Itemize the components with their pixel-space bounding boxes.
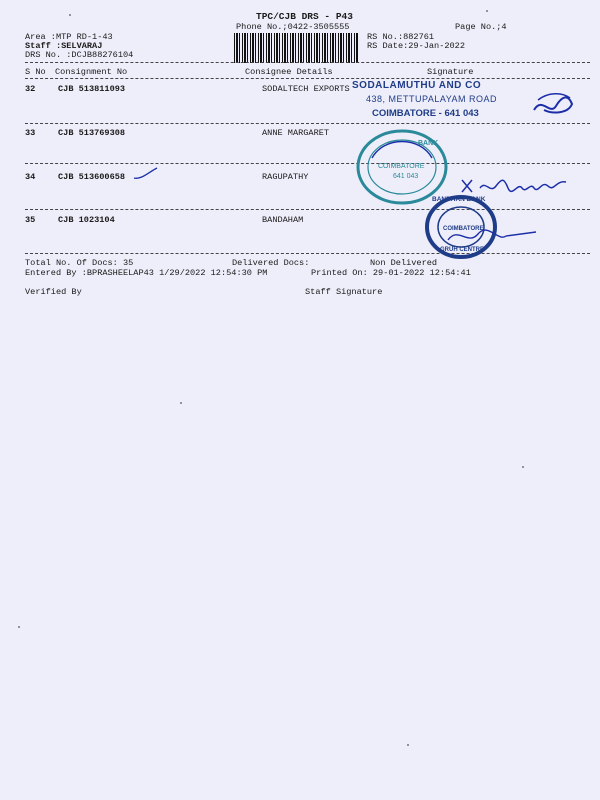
bandhan-signature-icon	[444, 222, 540, 252]
company-stamp-line2: 438, METTUPALAYAM ROAD	[366, 94, 498, 104]
bank-stamp-text: BANK	[418, 140, 439, 147]
delivered-docs: Delivered Docs:	[232, 258, 310, 268]
row-consignee: SODALTECH EXPORTS	[262, 84, 350, 94]
row-consignee: RAGUPATHY	[262, 172, 309, 182]
rs-number: RS No.:882761	[367, 32, 435, 42]
bandhan-stamp-centre: GRUH CENTRE	[440, 247, 485, 253]
row-consignment: CJB 513811093	[58, 84, 126, 94]
company-stamp-line3: COIMBATORE - 641 043	[372, 108, 479, 119]
scan-speck	[69, 14, 71, 16]
row-sno: 33	[25, 128, 36, 138]
total-docs: Total No. Of Docs: 35	[25, 258, 134, 268]
scan-speck	[407, 744, 409, 746]
bandhan-stamp-name: BANDHAN BANK	[432, 196, 486, 203]
entered-by: Entered By :BPRASHEELAP43 1/29/2022 12:54:30 PM	[25, 268, 268, 278]
signature-scrawl-icon	[528, 88, 576, 122]
col-consignee: Consignee Details	[245, 67, 333, 77]
bank-stamp-pin: 641 043	[393, 173, 419, 180]
scan-speck	[486, 10, 488, 12]
row-consignment: CJB 1023104	[58, 215, 115, 225]
col-signature: Signature	[427, 67, 474, 77]
staff-field: Staff :SELVARAJ	[25, 41, 103, 51]
divider	[25, 163, 590, 164]
document-title: TPC/CJB DRS - P43	[256, 11, 353, 22]
scan-speck	[180, 402, 182, 404]
row-sno: 32	[25, 84, 36, 94]
divider	[25, 209, 590, 210]
scan-speck	[522, 466, 524, 468]
row-sno: 35	[25, 215, 36, 225]
divider	[25, 253, 590, 254]
divider	[25, 62, 590, 63]
divider	[25, 78, 590, 79]
scan-speck	[18, 626, 20, 628]
row-consignee: ANNE MARGARET	[262, 128, 330, 138]
page-number: Page No.;4	[455, 22, 507, 32]
col-sno: S No	[25, 67, 46, 77]
row-consignment: CJB 513600658	[58, 172, 126, 182]
area-field: Area :MTP RD-1-43	[25, 32, 113, 42]
tick-mark-icon	[131, 166, 159, 182]
printed-on: Printed On: 29-01-2022 12:54:41	[311, 268, 471, 278]
phone-number: Phone No.;0422-3505555	[236, 22, 350, 32]
barcode	[234, 33, 358, 63]
col-consignment: Consignment No	[55, 67, 128, 77]
bank-stamp-city: COIMBATORE	[378, 163, 425, 170]
row-sno: 34	[25, 172, 36, 182]
drs-number: DRS No. :DCJB88276104	[25, 50, 134, 60]
row-consignee: BANDAHAM	[262, 215, 304, 225]
rs-date: RS Date:29-Jan-2022	[367, 41, 465, 51]
staff-signature-label: Staff Signature	[305, 287, 383, 297]
row-consignment: CJB 513769308	[58, 128, 126, 138]
divider	[25, 123, 590, 124]
company-stamp-line1: SODALAMUTHU AND CO	[352, 80, 482, 91]
bandhan-stamp-city: COIMBATORE	[443, 226, 484, 232]
non-delivered-docs: Non Delivered	[370, 258, 438, 268]
verified-by: Verified By	[25, 287, 82, 297]
